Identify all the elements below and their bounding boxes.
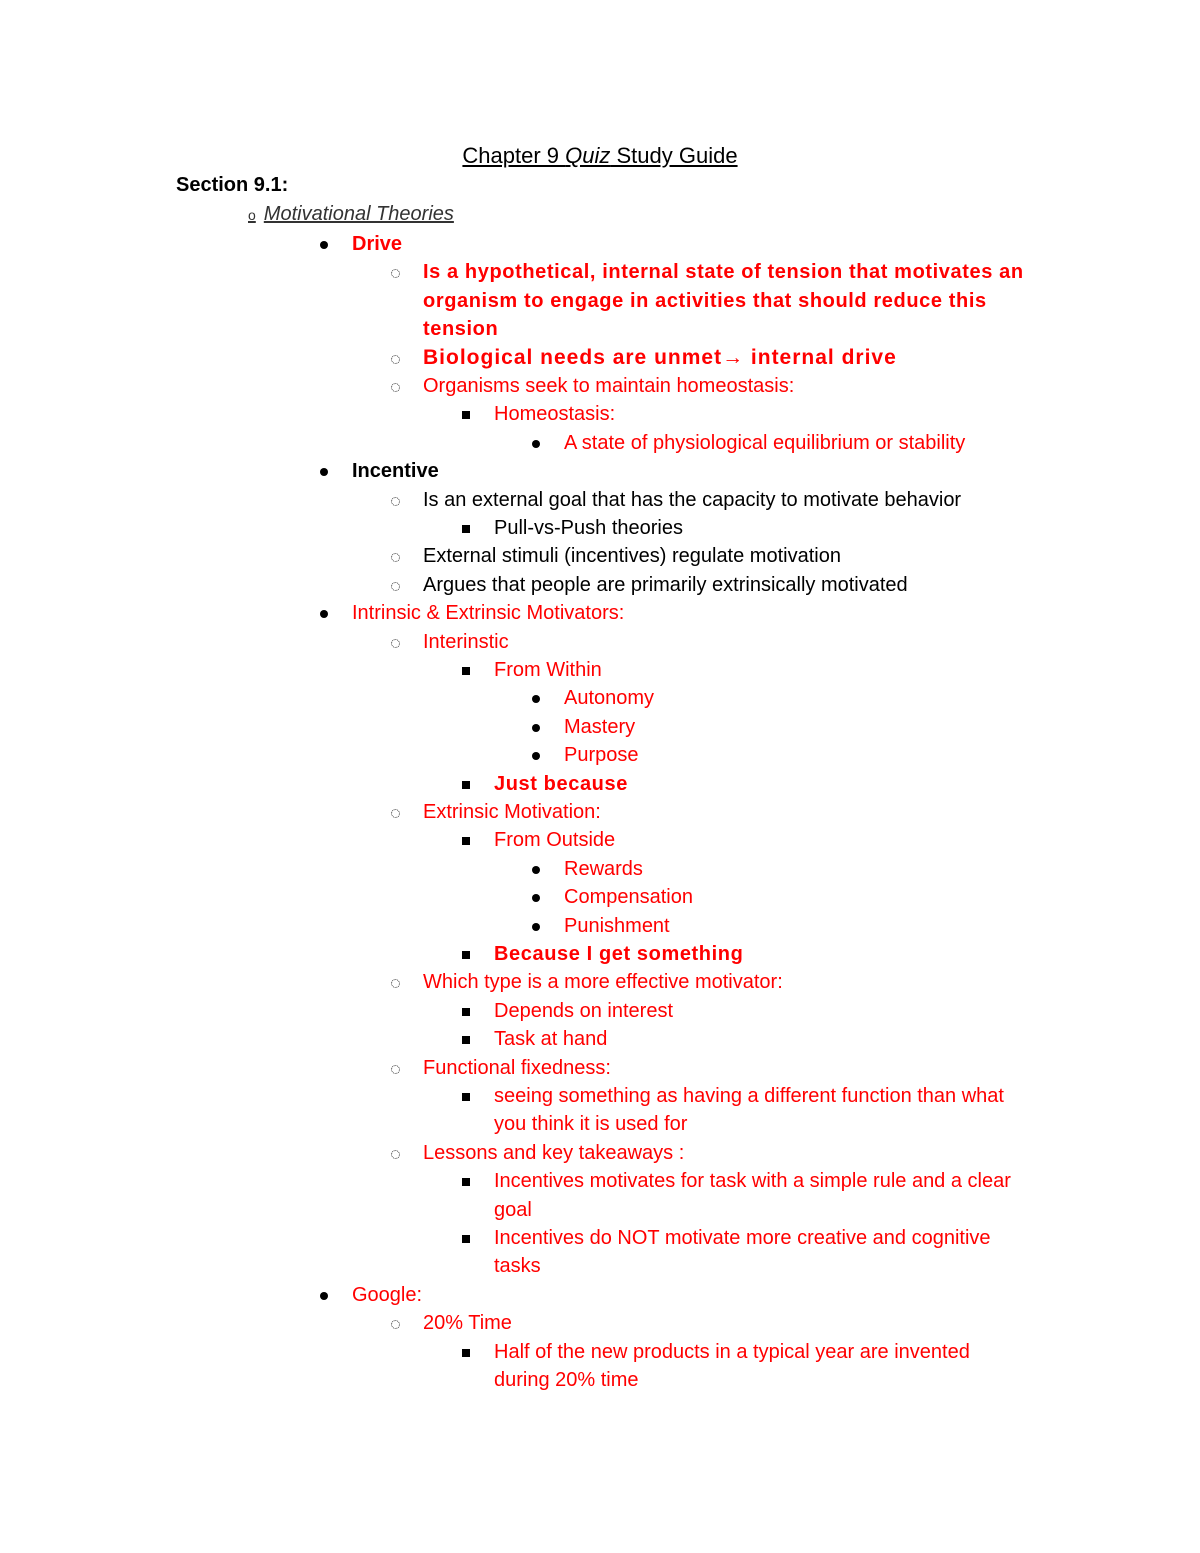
outline-item-level-1: Drive — [352, 233, 403, 255]
outline-item-level-1: Google: — [352, 1283, 423, 1306]
bullet-ring-icon — [391, 269, 400, 278]
outline-item-level-4: Autonomy — [564, 687, 655, 710]
bullet-dot-icon — [532, 724, 540, 732]
bullet-ring-icon — [391, 1150, 400, 1159]
outline-item-level-3: goal — [494, 1198, 532, 1221]
outline-item-level-3: during 20% time — [494, 1369, 639, 1391]
bullet-square-icon — [462, 1235, 470, 1243]
bullet-square-icon — [462, 951, 470, 959]
outline-item-level-2: Which type is a more effective motivator: — [423, 971, 783, 994]
bullet-square-icon — [462, 1178, 470, 1186]
bullet-ring-icon — [391, 497, 400, 506]
outline-item-level-3: Incentives motivates for task with a simple rule and a clear — [494, 1170, 1011, 1193]
bullet-square-icon — [462, 411, 470, 419]
bullet-ring-icon — [391, 1320, 400, 1329]
outline-item-level-3: seeing something as having a different function than what — [494, 1085, 1004, 1107]
bullet-square-icon — [462, 667, 470, 675]
outline-item-level-2: tension — [423, 318, 499, 341]
outline-item-level-3: Incentives do NOT motivate more creative and cognitive — [494, 1227, 991, 1249]
outline-item-level-3: Because I get something — [494, 943, 744, 965]
bullet-dot-icon — [320, 468, 328, 476]
outline-item-level-2: Is an external goal that has the capacity to motivate behavior — [423, 488, 962, 511]
title-prefix: Chapter 9 — [462, 143, 566, 168]
bullet-dot-icon — [532, 894, 540, 902]
bullet-dot-icon — [320, 610, 328, 618]
bullet-square-icon — [462, 1008, 470, 1016]
motivational-theories-label: Motivational Theories — [263, 203, 454, 225]
title-italic: Quiz — [565, 143, 611, 168]
outline-item-level-2: External stimuli (incentives) regulate motivation — [423, 545, 841, 568]
outline-item-level-1: Incentive — [352, 460, 439, 483]
outline-item-level-2: Argues that people are primarily extrinsically motivated — [423, 573, 908, 596]
section-heading: Section 9.1: — [176, 174, 289, 196]
outline-item-level-3: Depends on interest — [494, 999, 674, 1022]
bullet-square-icon — [462, 1093, 470, 1101]
bullet-square-icon — [462, 1036, 470, 1044]
outline-item-level-2: Biological needs are unmet→ internal drive — [423, 345, 897, 369]
bullet-square-icon — [462, 525, 470, 533]
bullet-ring-icon — [391, 582, 400, 591]
bullet-ring-icon — [391, 639, 400, 648]
outline-item-level-4: A state of physiological equilibrium or stability — [564, 431, 966, 454]
outline-item-level-4: Purpose — [564, 744, 639, 767]
outline-item-level-2: 20% Time — [423, 1312, 512, 1335]
outline-item-level-2: Is a hypothetical, internal state of tension that motivates an — [423, 261, 1024, 284]
bullet-dot-icon — [532, 440, 540, 448]
outline-item-level-2: Organisms seek to maintain homeostasis: — [423, 375, 795, 397]
outline-item-level-3: Homeostasis: — [494, 403, 616, 426]
bullet-dot-icon — [532, 923, 540, 931]
bullet-dot-icon — [532, 752, 540, 760]
outline-item-level-4: Rewards — [564, 857, 643, 880]
bullet-square-icon — [462, 781, 470, 789]
outline-item-level-2: Extrinsic Motivation: — [423, 801, 601, 823]
outline-item-level-3: you think it is used for — [494, 1113, 688, 1136]
outline-item-level-3: Half of the new products in a typical year are invented — [494, 1340, 970, 1363]
outline-item-level-2: Lessons and key takeaways : — [423, 1141, 685, 1164]
bullet-ring-icon — [391, 355, 400, 364]
bullet-square-icon — [462, 1349, 470, 1357]
bullet-dot-icon — [320, 1292, 328, 1300]
outline-item-level-3: From Outside — [494, 829, 616, 852]
outline-item-level-2: Interinstic — [423, 630, 509, 653]
bullet-dot-icon — [532, 866, 540, 874]
outline-item-level-3: Just because — [494, 772, 628, 795]
outline-item-level-3: Pull-vs-Push theories — [494, 517, 683, 539]
outline-item-level-2: Functional fixedness: — [423, 1056, 611, 1079]
outline-item-level-2: organism to engage in activities that should reduce this — [423, 289, 987, 312]
bullet-dot-icon — [320, 241, 328, 249]
motivational-theories-heading — [248, 200, 454, 229]
bullet-dot-icon — [532, 695, 540, 703]
bullet-ring-icon — [391, 383, 400, 392]
page-title — [0, 141, 1200, 171]
outline-item-level-3: Task at hand — [494, 1028, 608, 1051]
outline-item-level-4: Compensation — [564, 886, 693, 909]
list-marker-o: o — [248, 207, 256, 223]
outline-item-level-4: Punishment — [564, 914, 670, 937]
title-suffix: Study Guide — [610, 143, 738, 168]
bullet-square-icon — [462, 837, 470, 845]
bullet-ring-icon — [391, 809, 400, 818]
outline-item-level-3: tasks — [494, 1255, 541, 1278]
bullet-ring-icon — [391, 553, 400, 562]
outline-item-level-1: Intrinsic & Extrinsic Motivators: — [352, 602, 625, 625]
bullet-ring-icon — [391, 1065, 400, 1074]
outline-item-level-4: Mastery — [564, 715, 636, 738]
outline-item-level-3: From Within — [494, 659, 602, 681]
bullet-ring-icon — [391, 979, 400, 988]
